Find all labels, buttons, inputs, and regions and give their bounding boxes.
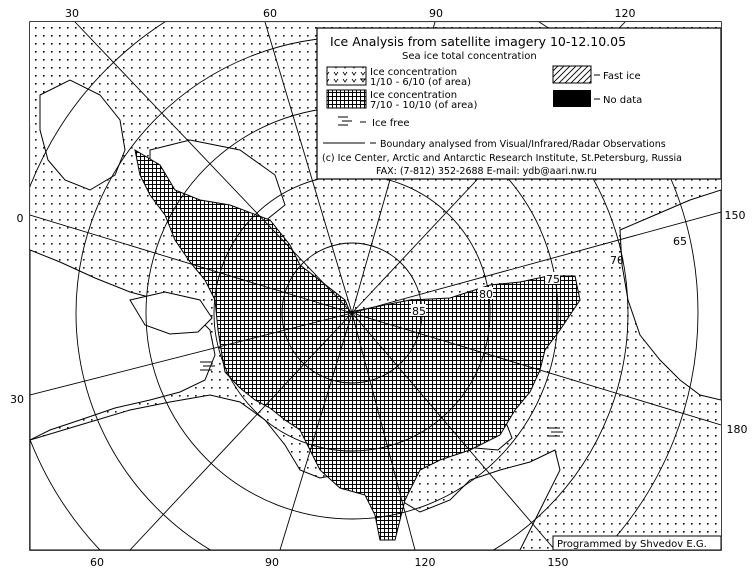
programmer-credit [553,536,721,550]
lon-label: 90 [265,556,279,569]
fast-ice-swatch [553,66,591,83]
lon-label: 180 [726,423,748,436]
lon-label: 90 [429,7,443,20]
legend-ice-free: Ice free [372,118,410,129]
legend-credit: (c) Ice Center, Arctic and Antarctic Research Institute, St.Petersburg, Russia [322,153,683,164]
legend-no-data: No data [603,95,643,106]
lat-label: 75 [546,273,560,286]
legend-subtitle: Sea ice total concentration [402,51,537,62]
lon-label: 60 [263,7,277,20]
legend-conc-low-1: Ice concentration [370,67,458,78]
legend-title: Ice Analysis from satellite imagery 10-12.10.05 [330,34,627,49]
lon-label: 0 [16,212,24,225]
legend-contact: FAX: (7-812) 352-2688 E-mail: ydb@aari.nw.ru [376,166,597,177]
lon-label: 60 [90,556,104,569]
longitude-labels-right [725,209,748,436]
low-concentration-swatch [327,67,366,85]
lon-label: 120 [614,7,636,20]
longitude-labels-bottom [90,556,569,569]
lon-label: 30 [65,7,79,20]
longitude-labels-top [65,7,636,20]
legend-conc-low-2: 1/10 - 6/10 (of area) [370,77,471,88]
legend-fast-ice: Fast ice [603,71,641,82]
lat-label: 85 [412,305,426,318]
lat-label: 65 [673,235,687,248]
lat-label: 70 [610,254,624,267]
no-data-swatch [553,90,591,107]
lon-label: 150 [547,556,569,569]
longitude-labels-left [10,212,24,406]
lon-label: 120 [414,556,436,569]
high-concentration-swatch [327,90,366,108]
programmer-credit-text: Programmed by Shvedov E.G. [557,539,707,550]
legend-conc-high-1: Ice concentration [370,90,458,101]
lon-label: 150 [724,209,746,222]
lat-label: 80 [479,288,493,301]
legend-boundary: Boundary analysed from Visual/Infrared/Radar Observations [380,139,666,150]
lon-label: 30 [10,393,24,406]
legend-conc-high-2: 7/10 - 10/10 (of area) [370,100,478,111]
legend [317,28,721,179]
